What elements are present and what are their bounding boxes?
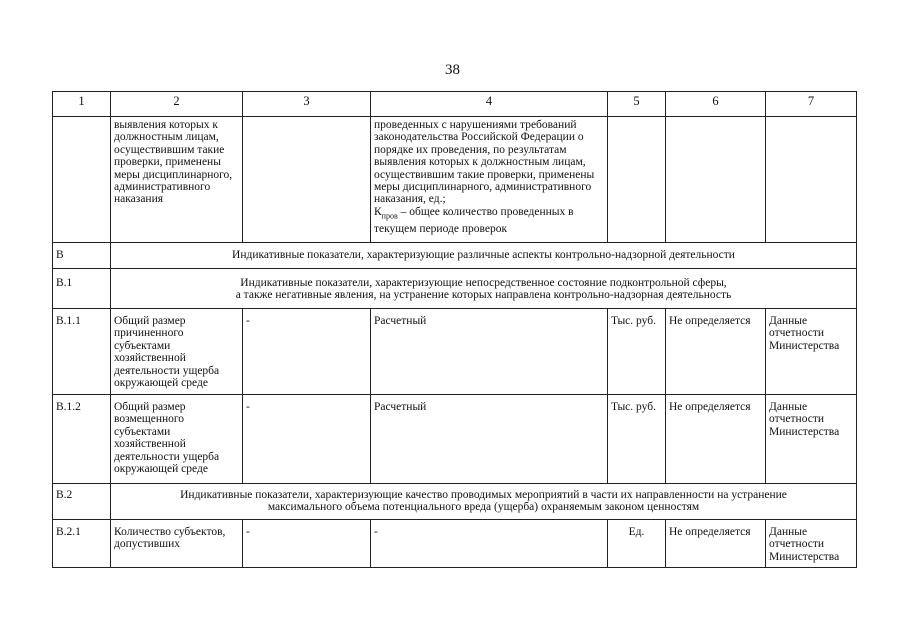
header-col-3: 3: [243, 92, 371, 117]
formula-text: проведенных с нарушениями требований законодательства Российской Федерации о порядке их проведения, по результатам выявления которых к должностным лицам, осуществившим такие проверки, применены меры дисциплинарного, административного наказания, ед.;: [374, 119, 595, 206]
header-col-1: 1: [53, 92, 111, 117]
header-col-4: 4: [371, 92, 608, 117]
row-method: Расчетный: [371, 395, 608, 484]
section-title: [111, 269, 857, 309]
section-code: В.1: [53, 269, 111, 309]
header-col-6: 6: [666, 92, 766, 117]
section-row-b1: [53, 269, 857, 309]
row-unit: Тыс. руб.: [608, 395, 666, 484]
row-code: В.2.1: [53, 520, 111, 568]
section-row-b2: [53, 484, 857, 520]
row-code: В.1.1: [53, 309, 111, 395]
row-source: Данные отчетности Министерства: [766, 520, 857, 568]
section-title-line-1: Индикативные показатели, характеризующие качество проводимых мероприятий в части их направленности на устранение: [180, 489, 787, 501]
section-row-b: [53, 243, 857, 269]
header-col-7: 7: [766, 92, 857, 117]
row-source: Данные отчетности Министерства: [766, 395, 857, 484]
cell-target: [666, 117, 766, 243]
row-method: -: [371, 520, 608, 568]
row-method: Расчетный: [371, 309, 608, 395]
cell-col3: [243, 117, 371, 243]
cell-source: [766, 117, 857, 243]
row-name: Общий размер возмещенного субъектами хозяйственной деятельности ущерба окружающей среде: [111, 395, 243, 484]
cell-code: [53, 117, 111, 243]
row-col3: -: [243, 309, 371, 395]
cell-name: выявления которых к должностным лицам, осуществившим такие проверки, применены меры дисциплинарного, административного наказания: [111, 117, 243, 243]
row-col3: -: [243, 520, 371, 568]
formula-k-rest: – общее количество проведенных в текущем периоде проверок: [374, 205, 574, 235]
row-target: Не определяется: [666, 520, 766, 568]
section-code: В: [53, 243, 111, 269]
row-unit: Ед.: [608, 520, 666, 568]
header-row: [53, 92, 857, 117]
row-source: Данные отчетности Министерства: [766, 309, 857, 395]
section-code: В.2: [53, 484, 111, 520]
table-row: [53, 395, 857, 484]
section-title-line-1: Индикативные показатели, характеризующие непосредственное состояние подконтрольной сферы,: [240, 277, 727, 289]
formula-k-sub: пров: [381, 211, 398, 221]
section-title: Индикативные показатели, характеризующие различные аспекты контрольно-надзорной деятельности: [111, 243, 857, 269]
table-row: [53, 309, 857, 395]
row-unit: Тыс. руб.: [608, 309, 666, 395]
row-code: В.1.2: [53, 395, 111, 484]
formula-k: К: [374, 205, 382, 218]
cell-formula-description: [371, 117, 608, 243]
row-name: Количество субъектов, допустивших: [111, 520, 243, 568]
row-target: Не определяется: [666, 309, 766, 395]
cell-unit: [608, 117, 666, 243]
table-row: [53, 520, 857, 568]
header-col-5: 5: [608, 92, 666, 117]
row-col3: -: [243, 395, 371, 484]
section-title: [111, 484, 857, 520]
section-title-line-2: максимального объема потенциального вреда (ущерба) охраняемым законом ценностям: [267, 501, 700, 514]
header-col-2: 2: [111, 92, 243, 117]
page-number: 38: [445, 62, 460, 78]
section-title-line-2: а также негативные явления, на устранение которых направлена контрольно-надзорная деятельность: [235, 289, 732, 302]
continuation-row: [53, 117, 857, 243]
row-name: Общий размер причиненного субъектами хозяйственной деятельности ущерба окружающей среде: [111, 309, 243, 395]
row-target: Не определяется: [666, 395, 766, 484]
indicators-table: [52, 91, 857, 568]
